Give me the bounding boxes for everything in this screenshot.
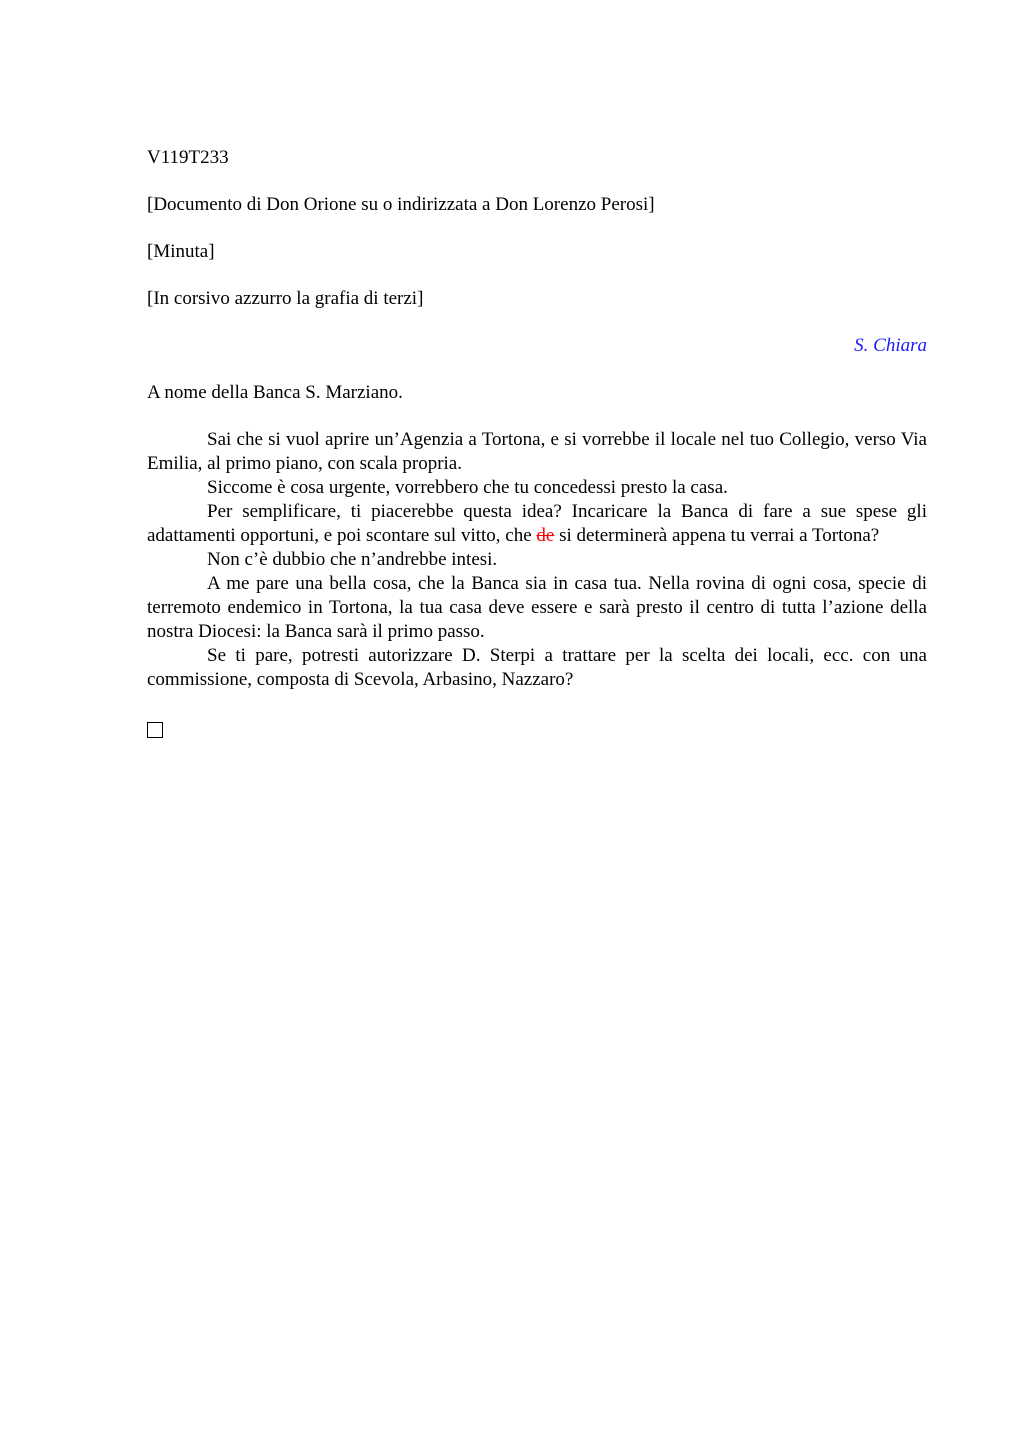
paragraph-commission: Se ti pare, potresti autorizzare D. Sterpi a trattare per la scelta dei locali, ecc. con una commissione, composta di Scevola, Arbasino, Nazzaro? (147, 645, 927, 690)
third-party-annotation: S. Chiara (854, 335, 927, 356)
document-page (147, 146, 927, 738)
salutation: A nome della Banca S. Marziano. (147, 382, 403, 403)
italic-note: [In corsivo azzurro la grafia di terzi] (147, 288, 424, 309)
paragraph-proposal-text-2: si determinerà appena tu verrai a Tortona? (559, 525, 880, 546)
paragraph-urgent: Siccome è cosa urgente, vorrebbero che tu concedessi presto la casa. (207, 477, 728, 498)
paragraph-proposal-text-1: Per semplificare, ti piacerebbe questa idea? Incaricare la Banca di fare a sue spese gli adattamenti opportuni, e poi scontare sul vitto, che (147, 501, 927, 546)
draft-label: [Minuta] (147, 241, 215, 262)
deleted-word: de (536, 525, 555, 546)
letter-body (147, 428, 927, 644)
paragraph-agreement: Non c’è dubbio che n’andrebbe intesi. (207, 549, 498, 570)
document-code: V119T233 (147, 147, 229, 168)
document-heading: [Documento di Don Orione su o indirizzata a Don Lorenzo Perosi] (147, 194, 655, 215)
paragraph-agency: Sai che si vuol aprire un’Agenzia a Tortona, e si vorrebbe il locale nel tuo Collegio, verso Via Emilia, al primo piano, con scala propria. (147, 429, 927, 474)
paragraph-bank-home: A me pare una bella cosa, che la Banca sia in casa tua. Nella rovina di ogni cosa, specie di terremoto endemico in Tortona, la tua casa deve essere e sarà presto il centro di tutta l’azione della nostra Diocesi: la Banca sarà il primo passo. (147, 573, 927, 642)
paragraph-proposal (147, 500, 927, 548)
empty-checkbox-icon (147, 722, 163, 738)
